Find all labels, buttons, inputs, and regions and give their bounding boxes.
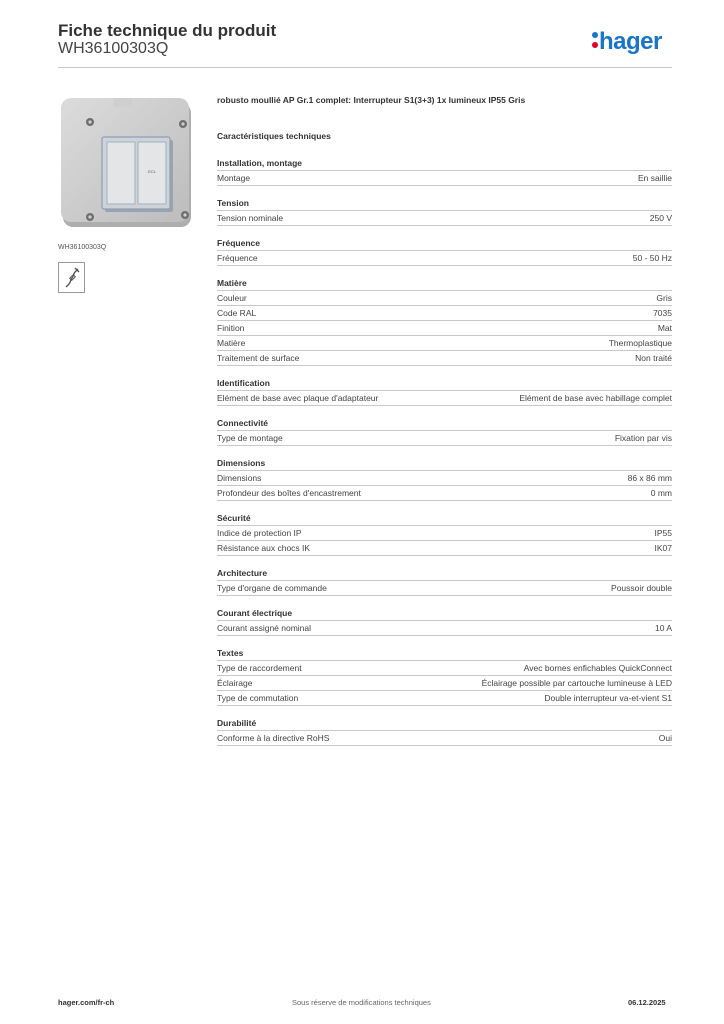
spec-group-title: Matière: [217, 277, 672, 291]
spec-value: Fixation par vis: [614, 433, 672, 443]
spec-value: Elément de base avec habillage complet: [519, 393, 672, 403]
spec-row: [217, 541, 672, 556]
spec-group: [217, 157, 672, 186]
spec-label: Elément de base avec plaque d'adaptateur: [217, 393, 379, 403]
spec-row: [217, 251, 672, 266]
spec-label: Conforme à la directive RoHS: [217, 733, 330, 743]
spec-group: [217, 417, 672, 446]
spec-row: [217, 211, 672, 226]
spec-label: Indice de protection IP: [217, 528, 302, 538]
spec-group: [217, 457, 672, 501]
spec-value: IP55: [654, 528, 672, 538]
product-description: robusto moullié AP Gr.1 complet: Interrupteur S1(3+3) 1x lumineux IP55 Gris: [217, 95, 526, 105]
footer-notice: Sous réserve de modifications techniques: [292, 998, 431, 1007]
spec-row: [217, 291, 672, 306]
spec-row: [217, 391, 672, 406]
spec-label: Éclairage: [217, 678, 253, 688]
spec-row: [217, 581, 672, 596]
cable-connection-icon: [58, 262, 85, 293]
spec-row: [217, 731, 672, 746]
spec-value: 86 x 86 mm: [627, 473, 672, 483]
spec-label: Type de raccordement: [217, 663, 302, 673]
hager-logo: [591, 26, 675, 56]
spec-label: Tension nominale: [217, 213, 284, 223]
spec-group: [217, 197, 672, 226]
spec-group: [217, 237, 672, 266]
spec-label: Courant assigné nominal: [217, 623, 312, 633]
product-image: [58, 95, 197, 235]
image-caption: WH36100303Q: [58, 244, 107, 251]
spec-value: En saillie: [637, 173, 672, 183]
spec-value: Mat: [657, 323, 672, 333]
spec-group-title: Sécurité: [217, 512, 672, 526]
logo-text: hager: [599, 28, 662, 55]
spec-group-title: Textes: [217, 647, 672, 661]
spec-label: Dimensions: [217, 473, 262, 483]
spec-label: Profondeur des boîtes d'encastrement: [217, 488, 361, 498]
spec-value: Thermoplastique: [608, 338, 672, 348]
spec-group-title: Connectivité: [217, 417, 672, 431]
spec-group-title: Dimensions: [217, 457, 672, 471]
spec-value: Double interrupteur va-et-vient S1: [544, 693, 672, 703]
spec-row: [217, 691, 672, 706]
spec-value: Gris: [656, 293, 672, 303]
spec-row: [217, 661, 672, 676]
spec-value: Éclairage possible par cartouche lumineuse à LED: [481, 678, 672, 688]
spec-group-title: Installation, montage: [217, 157, 672, 171]
specs-heading: Caractéristiques techniques: [217, 131, 331, 141]
spec-row: [217, 171, 672, 186]
spec-row: [217, 321, 672, 336]
spec-group: [217, 377, 672, 406]
spec-value: 10 A: [654, 623, 672, 633]
spec-group-title: Durabilité: [217, 717, 672, 731]
spec-group: [217, 567, 672, 596]
footer-website[interactable]: hager.com/fr-ch: [58, 998, 115, 1007]
spec-value: Non traité: [635, 353, 672, 363]
spec-value: 50 - 50 Hz: [632, 253, 672, 263]
spec-group: [217, 717, 672, 746]
spec-group-title: Architecture: [217, 567, 672, 581]
spec-row: [217, 621, 672, 636]
spec-label: Couleur: [217, 293, 247, 303]
spec-group-title: Tension: [217, 197, 672, 211]
spec-value: IK07: [654, 543, 672, 553]
spec-row: [217, 336, 672, 351]
spec-value: Avec bornes enfichables QuickConnect: [523, 663, 672, 673]
spec-group-title: Fréquence: [217, 237, 672, 251]
spec-label: Montage: [217, 173, 251, 183]
spec-label: Résistance aux chocs IK: [217, 543, 311, 553]
spec-label: Type d'organe de commande: [217, 583, 327, 593]
header-divider: [58, 67, 672, 68]
switch-label: ECL: [148, 169, 156, 174]
spec-label: Type de commutation: [217, 693, 299, 703]
spec-label: Matière: [217, 338, 246, 348]
spec-value: 0 mm: [650, 488, 672, 498]
product-content: [217, 95, 672, 757]
spec-group-title: Identification: [217, 377, 672, 391]
spec-group: [217, 512, 672, 556]
spec-row: [217, 486, 672, 501]
spec-group: [217, 277, 672, 366]
specs-table: [217, 157, 672, 746]
spec-label: Code RAL: [217, 308, 257, 318]
spec-value: 250 V: [649, 213, 672, 223]
spec-group: [217, 607, 672, 636]
spec-value: Poussoir double: [611, 583, 672, 593]
page-title: Fiche technique du produit: [58, 21, 277, 40]
spec-row: [217, 676, 672, 691]
spec-label: Fréquence: [217, 253, 258, 263]
spec-value: Oui: [658, 733, 672, 743]
spec-label: Type de montage: [217, 433, 283, 443]
spec-row: [217, 431, 672, 446]
spec-row: [217, 526, 672, 541]
spec-group-title: Courant électrique: [217, 607, 672, 621]
product-reference: WH36100303Q: [58, 40, 169, 57]
spec-label: Finition: [217, 323, 245, 333]
spec-group: [217, 647, 672, 706]
footer-date: 06.12.2025: [628, 998, 666, 1007]
spec-row: [217, 306, 672, 321]
spec-value: 7035: [653, 308, 672, 318]
spec-label: Traitement de surface: [217, 353, 300, 363]
spec-row: [217, 351, 672, 366]
spec-row: [217, 471, 672, 486]
